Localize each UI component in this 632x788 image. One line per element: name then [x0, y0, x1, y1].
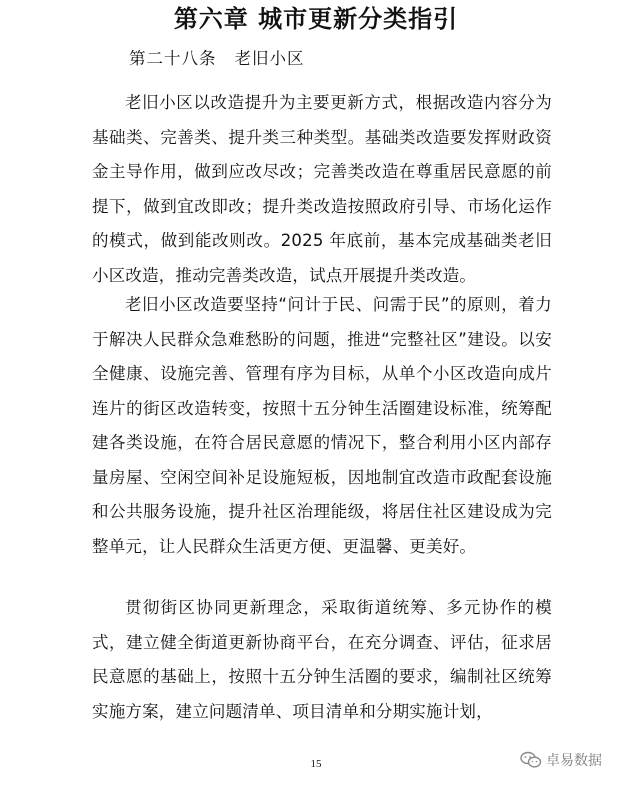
wechat-icon [520, 751, 542, 769]
article-heading [129, 48, 305, 70]
article-number: 第二十八条 [129, 49, 217, 68]
paragraph-2: 老旧小区改造要坚持“问计于民、问需于民”的原则，着力于解决人民群众急难愁盼的问题，推进“完整社区”建设。以安全健康、设施完善、管理有序为目标，从单个小区改造向成片连片的街区改造转变，按照十五分钟生活圈建设标准，统筹配建各类设施，在符合居民意愿的情况下，整合利用小区内部存量房屋、空闲空间补足设施短板，因地制宜改造市政配套设施和公共服务设施，提升社区治理能级，将居住社区建设成为完整单元，让人民群众生活更方便、更温馨、更美好。 [92, 295, 552, 556]
paragraph-3: 贯彻街区协同更新理念，采取街道统筹、多元协作的模式，建立健全街道更新协商平台，在充分调查、评估，征求居民意愿的基础上，按照十五分钟生活圈的要求，编制社区统筹实施方案，建立问题清单、项目清单和分期实施计划， [92, 598, 552, 721]
article-name: 老旧小区 [234, 49, 305, 68]
page-number: 15 [310, 758, 322, 770]
watermark [520, 750, 602, 770]
chapter-title: 第六章 城市更新分类指引 [173, 5, 459, 33]
paragraph-1: 老旧小区以改造提升为主要更新方式，根据改造内容分为基础类、完善类、提升类三种类型。基础类改造要发挥财政资金主导作用，做到应改尽改；完善类改造在尊重居民意愿的前提下，做到宜改即改；提升类改造按照政府引导、市场化运作的模式，做到能改则改。2025 年底前，基本完成基础类老旧小区改造，推动完善类改造，试点开展提升类改造。 [92, 93, 552, 285]
watermark-text: 卓易数据 [546, 753, 602, 769]
